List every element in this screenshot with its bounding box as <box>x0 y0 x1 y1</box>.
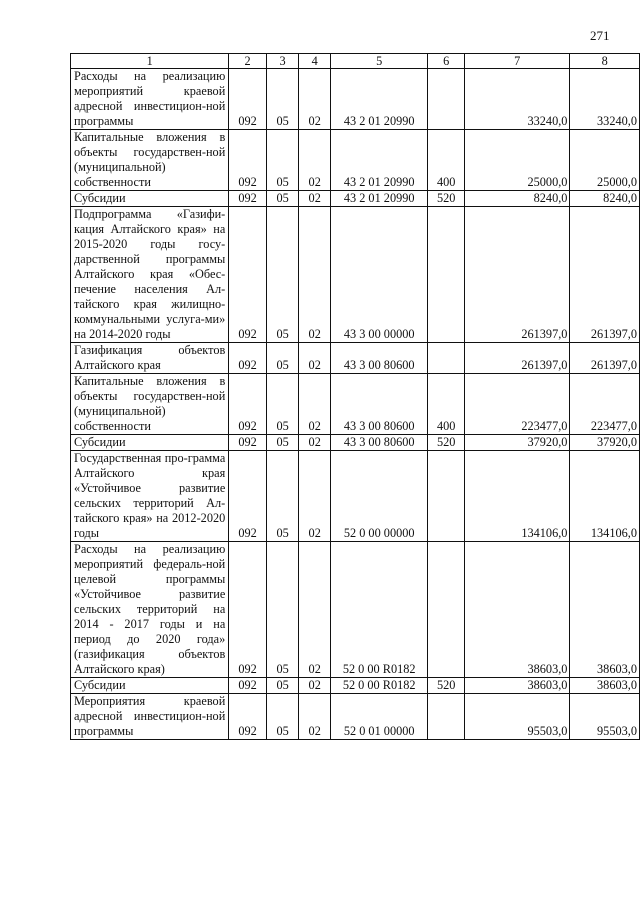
cell-amount: 33240,0 <box>465 69 570 130</box>
column-header: 1 <box>71 54 229 69</box>
table-row <box>71 678 640 694</box>
cell-ministry: 092 <box>229 207 267 343</box>
column-header: 4 <box>299 54 331 69</box>
cell-expense-type: 520 <box>428 191 465 207</box>
cell-amount-total: 223477,0 <box>570 374 640 435</box>
cell-name: Капитальные вложения в объекты государствен-ной (муниципальной) собственности <box>71 130 229 191</box>
budget-table <box>70 53 640 740</box>
cell-ministry: 092 <box>229 343 267 374</box>
cell-section: 05 <box>266 694 299 740</box>
cell-target-article: 52 0 01 00000 <box>330 694 427 740</box>
cell-amount-total: 261397,0 <box>570 343 640 374</box>
table-row <box>71 207 640 343</box>
cell-amount: 134106,0 <box>465 451 570 542</box>
cell-subsection: 02 <box>299 435 331 451</box>
cell-amount-total: 38603,0 <box>570 678 640 694</box>
cell-section: 05 <box>266 191 299 207</box>
cell-subsection: 02 <box>299 451 331 542</box>
cell-amount-total: 38603,0 <box>570 542 640 678</box>
cell-target-article: 43 2 01 20990 <box>330 191 427 207</box>
cell-expense-type: 520 <box>428 678 465 694</box>
cell-amount-total: 95503,0 <box>570 694 640 740</box>
cell-expense-type <box>428 343 465 374</box>
cell-amount: 223477,0 <box>465 374 570 435</box>
table-row <box>71 374 640 435</box>
cell-target-article: 43 3 00 80600 <box>330 435 427 451</box>
cell-amount-total: 37920,0 <box>570 435 640 451</box>
cell-amount-total: 33240,0 <box>570 69 640 130</box>
cell-amount-total: 8240,0 <box>570 191 640 207</box>
cell-amount: 37920,0 <box>465 435 570 451</box>
cell-target-article: 43 2 01 20990 <box>330 69 427 130</box>
cell-subsection: 02 <box>299 207 331 343</box>
cell-section: 05 <box>266 207 299 343</box>
cell-ministry: 092 <box>229 678 267 694</box>
cell-ministry: 092 <box>229 191 267 207</box>
column-header: 6 <box>428 54 465 69</box>
cell-subsection: 02 <box>299 678 331 694</box>
cell-subsection: 02 <box>299 130 331 191</box>
table-header-row <box>71 54 640 69</box>
cell-section: 05 <box>266 678 299 694</box>
cell-amount: 261397,0 <box>465 343 570 374</box>
cell-name: Капитальные вложения в объекты государствен-ной (муниципальной) собственности <box>71 374 229 435</box>
cell-name: Расходы на реализацию мероприятий краевой адресной инвестицион-ной программы <box>71 69 229 130</box>
cell-amount-total: 134106,0 <box>570 451 640 542</box>
cell-name: Мероприятия краевой адресной инвестицион-ной программы <box>71 694 229 740</box>
cell-amount-total: 25000,0 <box>570 130 640 191</box>
table-row <box>71 343 640 374</box>
table-row <box>71 69 640 130</box>
cell-section: 05 <box>266 435 299 451</box>
cell-section: 05 <box>266 451 299 542</box>
cell-amount: 38603,0 <box>465 542 570 678</box>
cell-name: Подпрограмма «Газифи-кация Алтайского края» на 2015-2020 годы госу-дарственной программы Алтайского края «Обес-печение населения Ал-тайского края жилищно-коммунальными услуга-ми» на 2014-2020 годы <box>71 207 229 343</box>
cell-name: Государственная про-грамма Алтайского края «Устойчивое развитие сельских территорий Ал-тайского края» на 2012-2020 годы <box>71 451 229 542</box>
cell-name: Субсидии <box>71 191 229 207</box>
column-header: 3 <box>266 54 299 69</box>
table-row <box>71 191 640 207</box>
cell-expense-type: 400 <box>428 374 465 435</box>
cell-target-article: 43 3 00 00000 <box>330 207 427 343</box>
cell-subsection: 02 <box>299 69 331 130</box>
cell-target-article: 43 3 00 80600 <box>330 343 427 374</box>
cell-amount-total: 261397,0 <box>570 207 640 343</box>
cell-target-article: 52 0 00 R0182 <box>330 542 427 678</box>
cell-ministry: 092 <box>229 69 267 130</box>
cell-ministry: 092 <box>229 374 267 435</box>
cell-ministry: 092 <box>229 130 267 191</box>
page-number: 271 <box>590 28 610 43</box>
cell-subsection: 02 <box>299 191 331 207</box>
cell-ministry: 092 <box>229 451 267 542</box>
cell-subsection: 02 <box>299 374 331 435</box>
cell-name: Расходы на реализацию мероприятий федераль-ной целевой программы «Устойчивое развитие сельских территорий на 2014 - 2017 годы и на период до 2020 года» (газификация объектов Алтайского края) <box>71 542 229 678</box>
table-row <box>71 435 640 451</box>
cell-subsection: 02 <box>299 542 331 678</box>
cell-amount: 38603,0 <box>465 678 570 694</box>
cell-subsection: 02 <box>299 343 331 374</box>
cell-expense-type <box>428 694 465 740</box>
cell-expense-type <box>428 451 465 542</box>
cell-section: 05 <box>266 542 299 678</box>
cell-amount: 95503,0 <box>465 694 570 740</box>
cell-expense-type <box>428 542 465 678</box>
cell-ministry: 092 <box>229 435 267 451</box>
cell-target-article: 43 3 00 80600 <box>330 374 427 435</box>
cell-ministry: 092 <box>229 694 267 740</box>
cell-section: 05 <box>266 69 299 130</box>
cell-target-article: 52 0 00 00000 <box>330 451 427 542</box>
table-row <box>71 694 640 740</box>
table-row <box>71 542 640 678</box>
table-row <box>71 451 640 542</box>
cell-expense-type: 520 <box>428 435 465 451</box>
cell-target-article: 52 0 00 R0182 <box>330 678 427 694</box>
cell-expense-type <box>428 207 465 343</box>
column-header: 8 <box>570 54 640 69</box>
column-header: 5 <box>330 54 427 69</box>
cell-name: Газификация объектов Алтайского края <box>71 343 229 374</box>
column-header: 7 <box>465 54 570 69</box>
table-row <box>71 130 640 191</box>
cell-subsection: 02 <box>299 694 331 740</box>
cell-section: 05 <box>266 374 299 435</box>
cell-expense-type: 400 <box>428 130 465 191</box>
cell-name: Субсидии <box>71 435 229 451</box>
cell-amount: 25000,0 <box>465 130 570 191</box>
cell-amount: 8240,0 <box>465 191 570 207</box>
cell-ministry: 092 <box>229 542 267 678</box>
column-header: 2 <box>229 54 267 69</box>
cell-amount: 261397,0 <box>465 207 570 343</box>
cell-target-article: 43 2 01 20990 <box>330 130 427 191</box>
cell-name: Субсидии <box>71 678 229 694</box>
cell-section: 05 <box>266 130 299 191</box>
cell-expense-type <box>428 69 465 130</box>
cell-section: 05 <box>266 343 299 374</box>
